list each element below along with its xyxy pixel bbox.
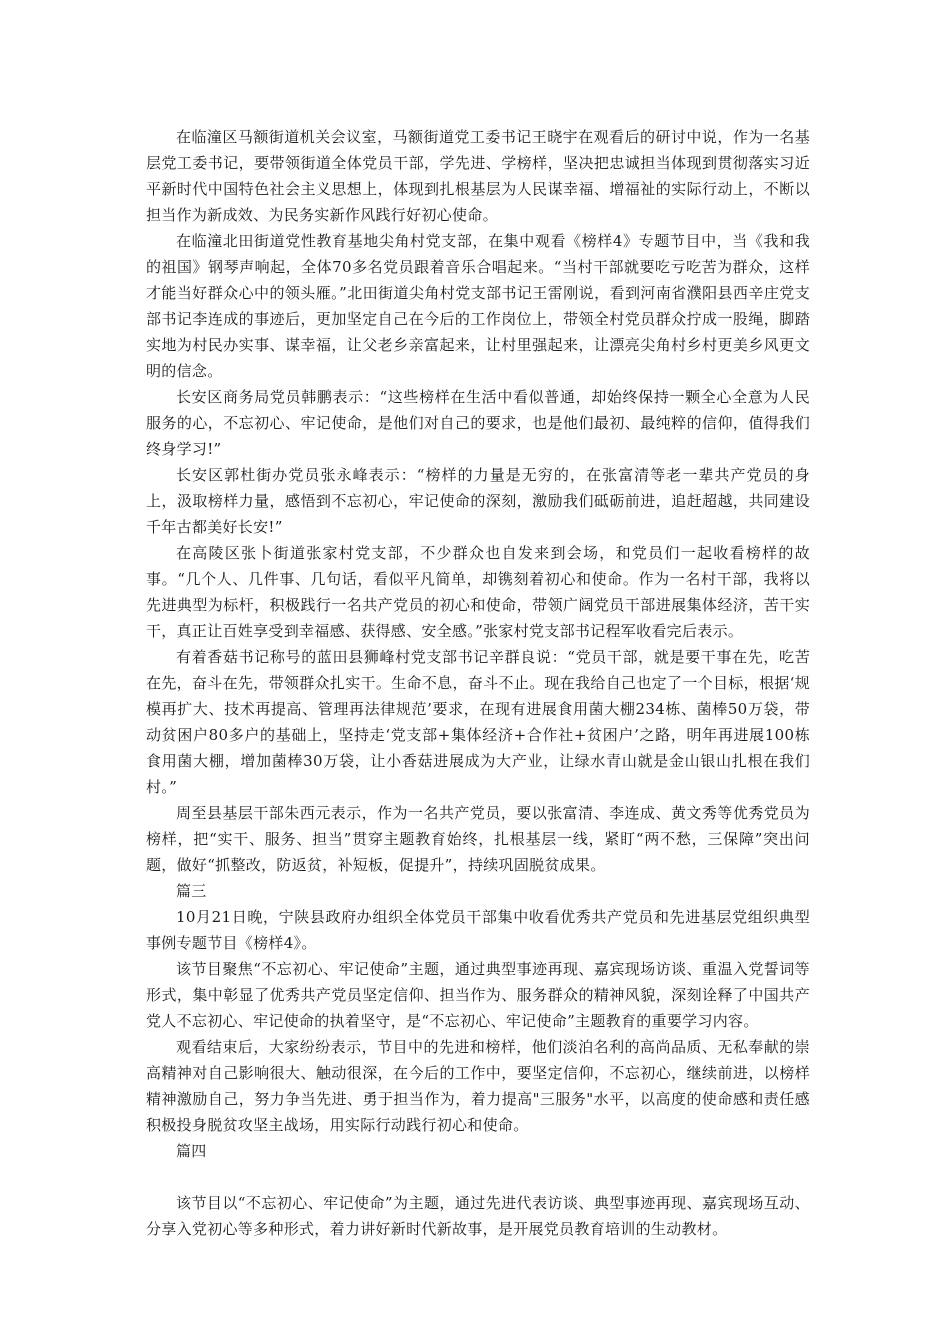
paragraph: 该节目聚焦“不忘初心、牢记使命”主题，通过典型事迹再现、嘉宾现场访谈、重温入党誓词等形式，集中彰显了优秀共产党员坚定信仰、担当作为、服务群众的精神风貌，深刻诠释了中国共产党人不忘初心、牢记使命的执着坚守，是“不忘初心、牢记使命”主题教育的重要学习内容。 bbox=[146, 960, 810, 1030]
paragraph: 10月21日晚，宁陕县政府办组织全体党员干部集中收看优秀共产党员和先进基层党组织典型事例专题节目《榜样4》。 bbox=[146, 908, 810, 952]
paragraph: 有着香菇书记称号的蓝田县狮峰村党支部书记辛群良说：“党员干部，就是要干事在先，吃苦在先，奋斗在先，带领群众扎实干。生命不息，奋斗不止。现在我给自己也定了一个目标，根据‘规模再扩大、技术再提高、管理再法律规范’要求，在现有进展食用菌大棚234栋、菌棒50万袋，带动贫困户80多户的基础上，坚持走‘党支部+集体经济+合作社+贫困户’之路，明年再进展100栋食用菌大棚，增加菌棒30万袋，让小香菇进展成为大产业，让绿水青山就是金山银山扎根在我们村。” bbox=[146, 648, 810, 796]
blank-line bbox=[146, 1164, 810, 1190]
paragraph: 长安区郭杜街办党员张永峰表示：“榜样的力量是无穷的，在张富清等老一辈共产党员的身上，汲取榜样力量，感悟到不忘初心，牢记使命的深刻，激励我们砥砺前进，追赶超越，共同建设千年古都美好长安!” bbox=[146, 466, 810, 536]
paragraph: 长安区商务局党员韩鹏表示：“这些榜样在生活中看似普通，却始终保持一颗全心全意为人民服务的心，不忘初心、牢记使命，是他们对自己的要求，也是他们最初、最纯粹的信仰，值得我们终身学习!” bbox=[146, 388, 810, 458]
section-heading-3: 篇三 bbox=[176, 882, 207, 900]
paragraph: 周至县基层干部朱西元表示，作为一名共产党员，要以张富清、李连成、黄文秀等优秀党员为榜样，把“实干、服务、担当”贯穿主题教育始终，扎根基层一线，紧盯“两不愁，三保障”突出问题，做好“抓整改，防返贫，补短板，促提升”，持续巩固脱贫成果。 bbox=[146, 804, 810, 874]
paragraph: 在临潼区马额街道机关会议室，马额街道党工委书记王晓宇在观看后的研讨中说，作为一名基层党工委书记，要带领街道全体党员干部，学先进、学榜样，坚决把忠诚担当体现到贯彻落实习近平新时代中国特色社会主义思想上，体现到扎根基层为人民谋幸福、增福祉的实际行动上，不断以担当作为新成效、为民务实新作风践行好初心使命。 bbox=[146, 128, 810, 224]
document-body bbox=[146, 124, 810, 1242]
paragraph: 在临潼北田街道党性教育基地尖角村党支部，在集中观看《榜样4》专题节目中，当《我和我的祖国》钢琴声响起，全体70多名党员跟着音乐合唱起来。“当村干部就要吃亏吃苦为群众，这样才能当好群众心中的领头雁。”北田街道尖角村党支部书记王雷刚说，看到河南省濮阳县西辛庄党支部书记李连成的事迹后，更加坚定自己在今后的工作岗位上，带领全村党员群众拧成一股绳，脚踏实地为村民办实事、谋幸福，让父老乡亲富起来，让村里强起来，让漂亮尖角村乡村更美乡风更文明的信念。 bbox=[146, 232, 810, 380]
paragraph: 在高陵区张卜街道张家村党支部，不少群众也自发来到会场，和党员们一起收看榜样的故事。“几个人、几件事、几句话，看似平凡简单，却镌刻着初心和使命。作为一名村干部，我将以先进典型为标杆，积极践行一名共产党员的初心和使命，带领广阔党员干部进展集体经济，苦干实干，真正让百姓享受到幸福感、获得感、安全感。”张家村党支部书记程军收看完后表示。 bbox=[146, 544, 810, 640]
section-heading-4: 篇四 bbox=[176, 1142, 207, 1160]
paragraph: 观看结束后，大家纷纷表示，节目中的先进和榜样，他们淡泊名利的高尚品质、无私奉献的崇高精神对自己影响很大、触动很深，在今后的工作中，要坚定信仰，不忘初心，继续前进，以榜样精神激励自己，努力争当先进、勇于担当作为，着力提高"三服务"水平，以高度的使命感和责任感积极投身脱贫攻坚主战场，用实际行动践行初心和使命。 bbox=[146, 1038, 810, 1134]
paragraph: 该节目以“不忘初心、牢记使命”为主题，通过先进代表访谈、典型事迹再现、嘉宾现场互动、分享入党初心等多种形式，着力讲好新时代新故事，是开展党员教育培训的生动教材。 bbox=[146, 1194, 810, 1238]
